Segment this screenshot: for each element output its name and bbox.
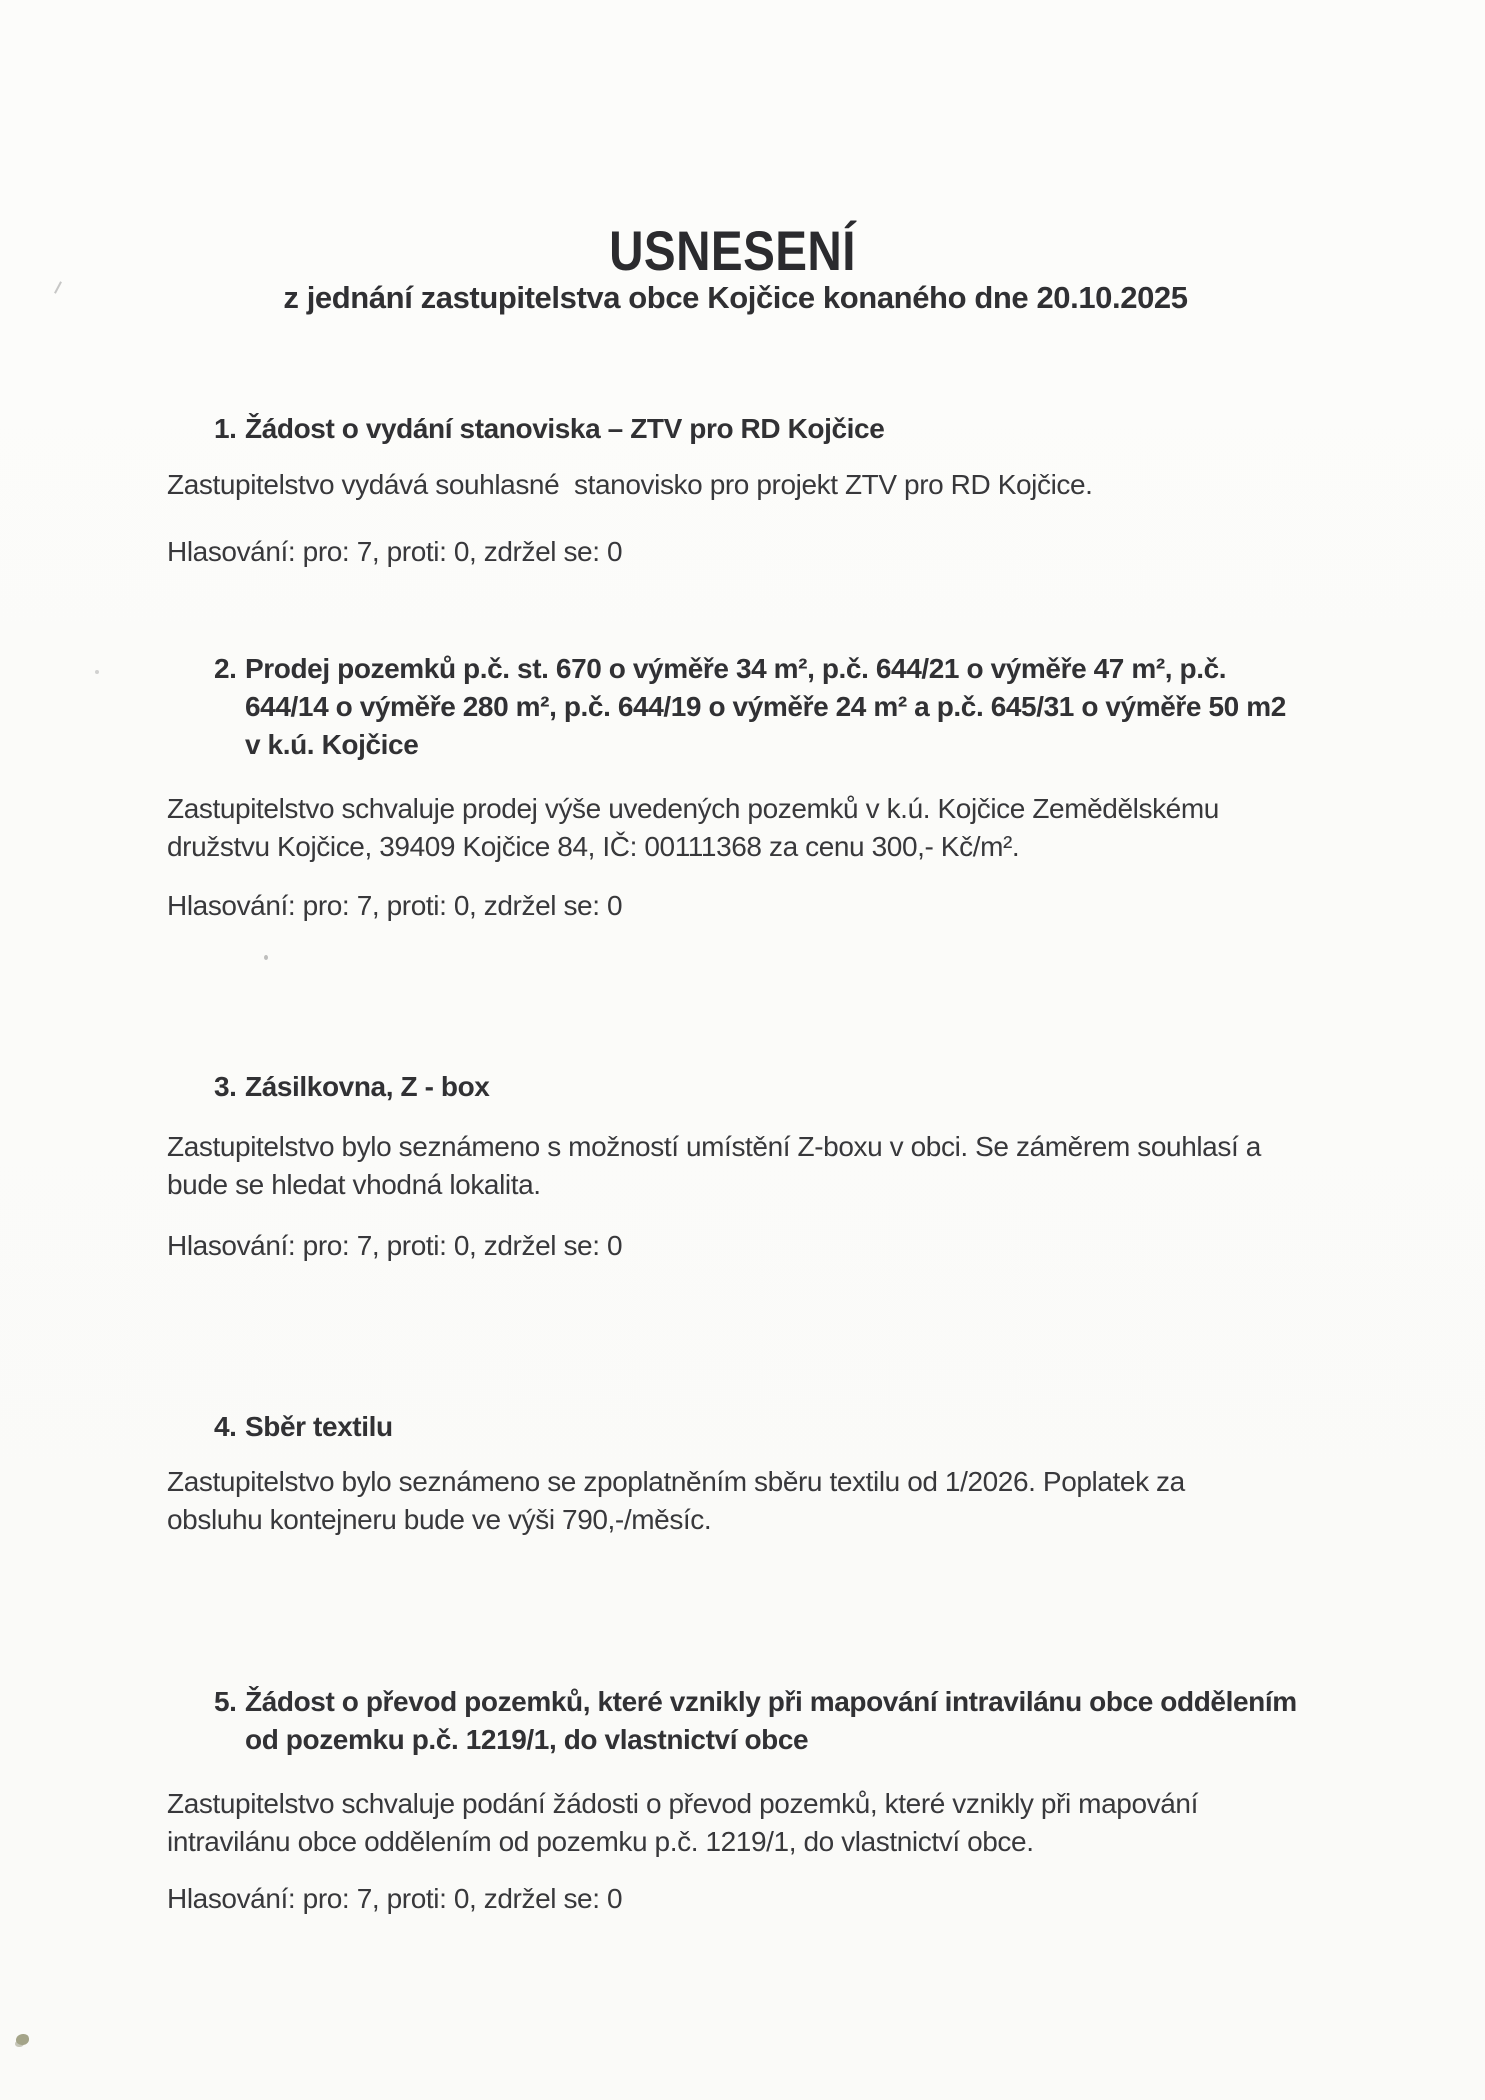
agenda-item-5-voting: Hlasování: pro: 7, proti: 0, zdržel se: 0	[167, 1883, 623, 1914]
document-subtitle: z jednání zastupitelstva obce Kojčice konaného dne 20.10.2025	[283, 280, 1188, 315]
item-heading-text: Žádost o vydání stanoviska – ZTV pro RD Kojčice	[245, 413, 885, 444]
agenda-item-4-heading	[214, 1408, 1365, 1446]
heading-line	[214, 1068, 1365, 1106]
agenda-item-3-paragraph	[167, 1128, 1365, 1203]
agenda-item-2-heading	[214, 650, 1365, 764]
document-title: USNESENÍ	[609, 218, 856, 282]
paragraph-line: Zastupitelstvo schvaluje podání žádosti o převod pozemků, které vznikly při mapování	[167, 1788, 1198, 1819]
item-number: 2.	[214, 653, 237, 684]
scan-speck	[264, 955, 268, 960]
paragraph-line: bude se hledat vhodná lokalita.	[167, 1168, 541, 1200]
agenda-item-1-heading	[214, 410, 1365, 448]
heading-line: od pozemku p.č. 1219/1, do vlastnictví obce	[245, 1724, 809, 1755]
paragraph-line: Zastupitelstvo bylo seznámeno s možností umístění Z-boxu v obci. Se záměrem souhlasí a	[167, 1131, 1261, 1162]
agenda-item-2-voting: Hlasování: pro: 7, proti: 0, zdržel se: 0	[167, 890, 623, 921]
item-heading-text: Zásilkovna, Z - box	[245, 1071, 490, 1102]
agenda-item-5-paragraph	[167, 1785, 1365, 1860]
item-heading-text: Žádost o převod pozemků, které vznikly při mapování intravilánu obce oddělením	[245, 1686, 1297, 1717]
agenda-item-5-heading	[214, 1683, 1365, 1759]
item-heading-text: Prodej pozemků p.č. st. 670 o výměře 34 m², p.č. 644/21 o výměře 47 m², p.č.	[245, 653, 1227, 684]
agenda-item-2-paragraph	[167, 790, 1365, 865]
heading-line	[214, 650, 1365, 688]
heading-line	[214, 410, 1365, 448]
agenda-item-1-voting: Hlasování: pro: 7, proti: 0, zdržel se: 0	[167, 536, 623, 567]
agenda-item-4-paragraph	[167, 1463, 1365, 1538]
heading-line	[214, 1408, 1365, 1446]
agenda-item-3-heading	[214, 1068, 1365, 1106]
paragraph-line: Zastupitelstvo bylo seznámeno se zpoplatněním sběru textilu od 1/2026. Poplatek za	[167, 1466, 1185, 1497]
item-heading-text: Sběr textilu	[245, 1411, 393, 1442]
paragraph-line: intravilánu obce oddělením od pozemku p.č. 1219/1, do vlastnictví obce.	[167, 1825, 1034, 1857]
agenda-item-1-paragraph	[167, 466, 1365, 504]
item-number: 4.	[214, 1411, 237, 1442]
scan-speck	[16, 2034, 29, 2045]
heading-line	[214, 1683, 1365, 1721]
heading-line: 644/14 o výměře 280 m², p.č. 644/19 o výměře 24 m² a p.č. 645/31 o výměře 50 m2	[245, 691, 1286, 722]
paragraph-line: družstvu Kojčice, 39409 Kojčice 84, IČ: 00111368 za cenu 300,- Kč/m².	[167, 830, 1020, 862]
item-number: 1.	[214, 413, 237, 444]
item-number: 5.	[214, 1686, 237, 1717]
heading-line: v k.ú. Kojčice	[245, 729, 419, 760]
scan-speck	[95, 670, 99, 674]
agenda-item-3-voting: Hlasování: pro: 7, proti: 0, zdržel se: 0	[167, 1230, 623, 1261]
paragraph-line: Zastupitelstvo schvaluje prodej výše uvedených pozemků v k.ú. Kojčice Zemědělskému	[167, 793, 1219, 824]
paragraph-line: Zastupitelstvo vydává souhlasné stanovisko pro projekt ZTV pro RD Kojčice.	[167, 469, 1093, 500]
paragraph-line: obsluhu kontejneru bude ve výši 790,-/měsíc.	[167, 1503, 712, 1535]
item-number: 3.	[214, 1071, 237, 1102]
